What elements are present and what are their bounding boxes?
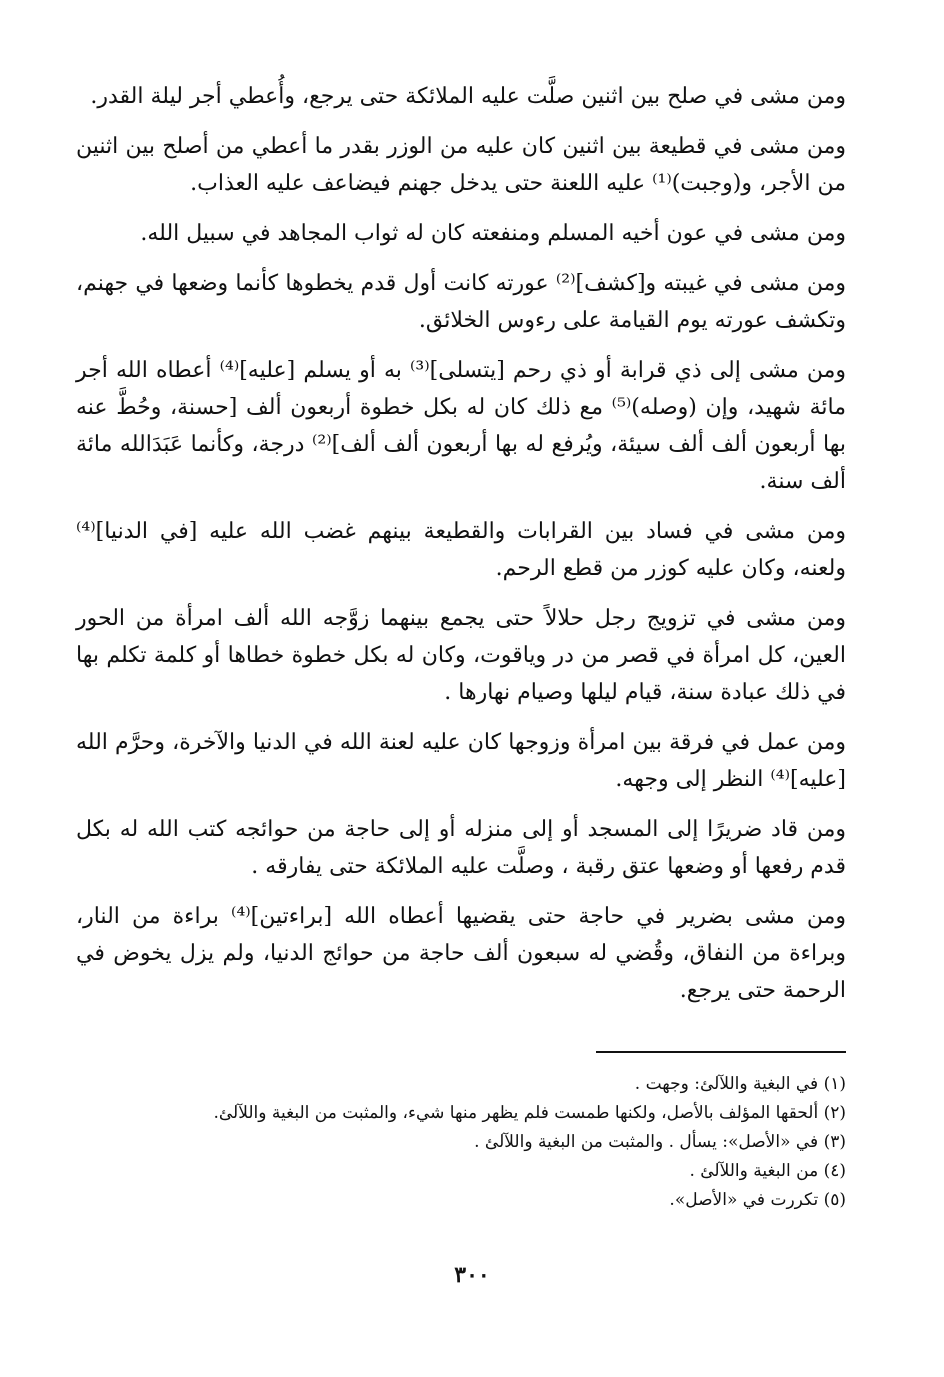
paragraph: ومن عمل في فرقة بين امرأة وزوجها كان عليه لعنة الله في الدنيا والآخرة، وحرَّم الله [عليه]⁽⁴⁾ النظر إلى وجهه. — [76, 730, 846, 792]
paragraph: ومن مشى في قطيعة بين اثنين كان عليه من الوزر بقدر ما أعطي من أصلح بين اثنين من الأجر، و(وجبت)⁽¹⁾ عليه اللعنة حتى يدخل جهنم فيضاعف عليه العذاب. — [76, 134, 846, 196]
footnote-separator — [596, 1051, 846, 1053]
paragraph: ومن مشى في فساد بين القرابات والقطيعة بينهم غضب الله عليه [في الدنيا]⁽⁴⁾ ولعنه، وكان عليه كوزر من قطع الرحم. — [76, 519, 846, 581]
footnote: (٣) في «الأصل»: يسأل . والمثبت من البغية واللآلئ . — [474, 1132, 846, 1152]
paragraph: ومن مشى في عون أخيه المسلم ومنفعته كان له ثواب المجاهد في سبيل الله. — [140, 221, 846, 246]
main-text — [76, 78, 846, 1022]
footnotes — [76, 1070, 846, 1215]
paragraph: ومن مشى إلى ذي قرابة أو ذي رحم [يتسلى]⁽³⁾ به أو يسلم [عليه]⁽⁴⁾ أعطاه الله أجر مائة شهيد، وإن (وصله)⁽⁵⁾ مع ذلك كان له بكل خطوة أربعون ألف [حسنة، وحُطَّ عنه بها أربعون ألف ألف سيئة، ويُرفع له بها أربعون ألف ألف]⁽²⁾ درجة، وكأنما عَبَدَالله مائة ألف سنة. — [76, 358, 847, 494]
page-number: ٣٠٠ — [454, 1262, 490, 1288]
footnote: (٥) تكررت في «الأصل». — [669, 1190, 846, 1210]
footnote: (١) في البغية واللآلئ: وجهت . — [634, 1074, 846, 1094]
footnote: (٢) ألحقها المؤلف بالأصل، ولكنها طمست فلم يظهر منها شيء، والمثبت من البغية واللآلئ. — [213, 1103, 846, 1123]
paragraph: ومن مشى بضرير في حاجة حتى يقضيها أعطاه الله [براءتين]⁽⁴⁾ براءة من النار، وبراءة من النفاق، وقُضي له سبعون ألف حاجة من حوائج الدنيا، ولم يزل يخوض في الرحمة حتى يرجع. — [76, 904, 847, 1003]
paragraph: ومن مشى في صلح بين اثنين صلَّت عليه الملائكة حتى يرجع، وأُعطي أجر ليلة القدر. — [90, 84, 846, 109]
paragraph: ومن مشى في غيبته و[كشف]⁽²⁾ عورته كانت أول قدم يخطوها كأنما وضعها في جهنم، وتكشف عورته يوم القيامة على رءوس الخلائق. — [76, 271, 847, 333]
footnote: (٤) من البغية واللآلئ . — [689, 1161, 846, 1181]
paragraph: ومن مشى في تزويج رجل حلالاً حتى يجمع بينهما زوَّجه الله ألف امرأة من الحور العين، كل امرأة في قصر من در وياقوت، وكان له بكل خطوة خطاها أو كلمة تكلم بها في ذلك عبادة سنة، قيام ليلها وصيام نهارها . — [76, 606, 846, 705]
paragraph: ومن قاد ضريرًا إلى المسجد أو إلى منزله أو إلى حاجة من حوائجه كتب الله له بكل قدم رفعها أو وضعها عتق رقبة ، وصلَّت عليه الملائكة حتى يفارقه . — [76, 817, 846, 879]
